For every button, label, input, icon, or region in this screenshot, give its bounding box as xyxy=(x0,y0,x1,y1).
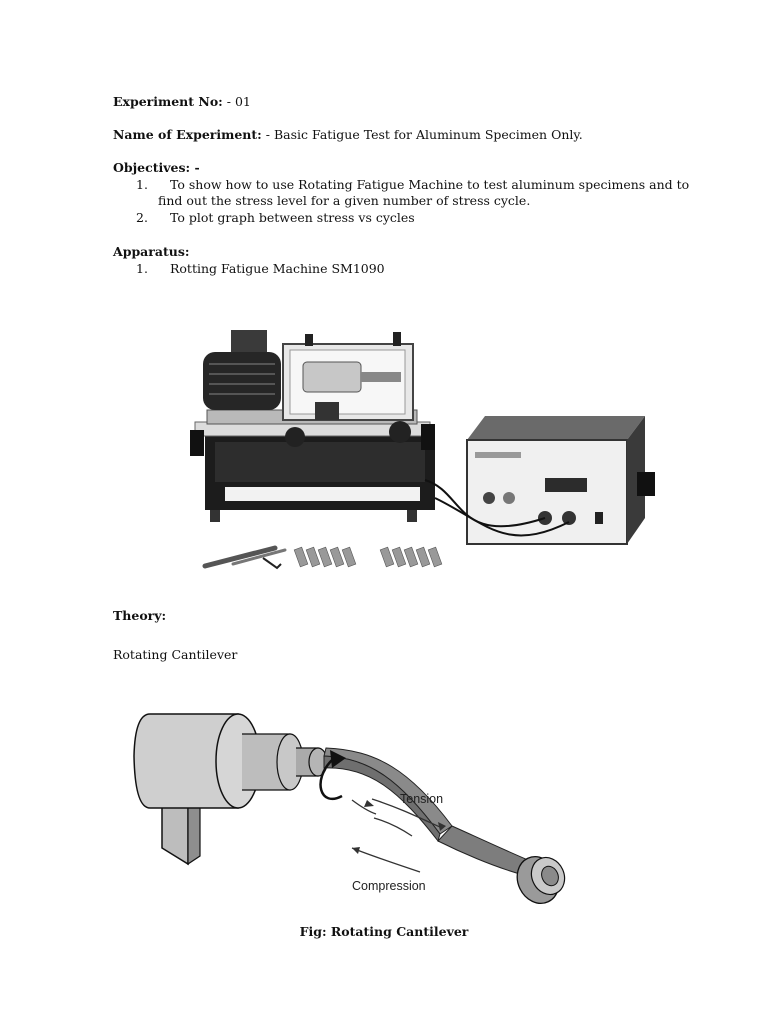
apparatus-1-text: Rotting Fatigue Machine SM1090 xyxy=(170,261,385,276)
rotating-cantilever-diagram xyxy=(120,696,570,908)
objective-2-line1: To plot graph between stress vs cycles xyxy=(170,210,415,225)
objective-1-number: 1. xyxy=(136,177,148,192)
compression-label: Compression xyxy=(352,879,426,893)
apparatus-1-number: 1. xyxy=(136,261,148,276)
figure-caption: Fig: Rotating Cantilever xyxy=(299,924,469,939)
experiment-number-value: - 01 xyxy=(222,94,251,109)
objective-2-number: 2. xyxy=(136,210,148,225)
machine-motor xyxy=(203,352,281,410)
objectives-heading: Objectives: - xyxy=(113,160,200,175)
experiment-number-label: Experiment No: xyxy=(113,94,223,109)
theory-subheading: Rotating Cantilever xyxy=(113,647,238,662)
experiment-name-line xyxy=(113,127,583,142)
support-bracket xyxy=(162,804,188,864)
theory-heading: Theory: xyxy=(113,608,167,623)
experiment-number-line xyxy=(113,94,251,109)
experiment-name-value: - Basic Fatigue Test for Aluminum Specimen Only. xyxy=(261,127,583,142)
tension-label: Tension xyxy=(400,792,444,806)
controller-box-top xyxy=(467,416,645,440)
experiment-name-label: Name of Experiment: xyxy=(113,127,262,142)
fatigue-machine-photo xyxy=(185,322,655,574)
objective-1-line2: find out the stress level for a given number of stress cycle. xyxy=(158,193,531,208)
compression-arrows xyxy=(352,848,420,872)
apparatus-heading: Apparatus: xyxy=(113,244,190,259)
objective-1-line1: To show how to use Rotating Fatigue Machine to test aluminum specimens and to xyxy=(170,177,690,192)
